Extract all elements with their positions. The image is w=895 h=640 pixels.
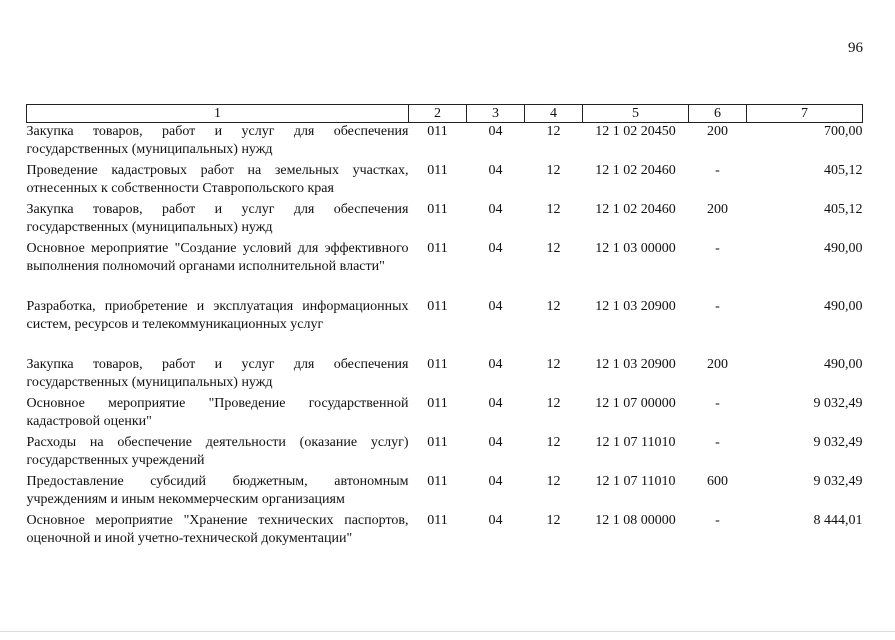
- column-header: 2: [409, 105, 467, 123]
- row-expense-type: -: [715, 513, 720, 528]
- row-expense-type: -: [715, 163, 720, 178]
- row-subsection-code: 12: [546, 357, 561, 372]
- column-header: 1: [27, 105, 409, 123]
- row-section-code: 04: [488, 241, 503, 256]
- row-expense-type: 200: [707, 202, 728, 217]
- row-ministry-code: 011: [427, 124, 448, 139]
- table-row: [27, 298, 863, 356]
- row-subsection-code: 12: [546, 513, 561, 528]
- column-header: 3: [467, 105, 525, 123]
- row-section-code: 04: [488, 299, 503, 314]
- column-header: 4: [525, 105, 583, 123]
- row-amount: 9 032,49: [813, 435, 863, 450]
- table-row: [27, 356, 863, 395]
- row-target-article: 12 1 07 11010: [595, 474, 676, 489]
- row-ministry-code: 011: [427, 513, 448, 528]
- row-section-code: 04: [488, 513, 503, 528]
- row-subsection-code: 12: [546, 435, 561, 450]
- table-row: [27, 512, 863, 551]
- row-description: Закупка товаров, работ и услуг для обеспечения государственных (муниципальных) нужд: [26, 202, 409, 235]
- row-subsection-code: 12: [546, 299, 561, 314]
- row-expense-type: 200: [707, 124, 728, 139]
- row-section-code: 04: [488, 396, 503, 411]
- row-amount: 9 032,49: [813, 396, 863, 411]
- row-subsection-code: 12: [546, 241, 561, 256]
- table-row: [27, 201, 863, 240]
- row-expense-type: -: [715, 396, 720, 411]
- row-section-code: 04: [488, 202, 503, 217]
- page-number: 96: [848, 40, 863, 56]
- table-body: [27, 123, 863, 552]
- row-description: Закупка товаров, работ и услуг для обеспечения государственных (муниципальных) нужд: [26, 357, 409, 390]
- row-amount: 490,00: [824, 241, 863, 256]
- row-description: Основное мероприятие "Создание условий для эффективного выполнения полномочий органами исполнительной власти": [26, 241, 409, 274]
- row-expense-type: -: [715, 299, 720, 314]
- row-target-article: 12 1 07 11010: [595, 435, 676, 450]
- row-section-code: 04: [488, 474, 503, 489]
- row-description: Проведение кадастровых работ на земельных участках, отнесенных к собственности Ставропольского края: [26, 163, 409, 196]
- table-header-row: [27, 105, 863, 123]
- row-subsection-code: 12: [546, 396, 561, 411]
- row-section-code: 04: [488, 435, 503, 450]
- row-amount: 490,00: [824, 299, 863, 314]
- row-expense-type: 600: [707, 474, 728, 489]
- row-expense-type: -: [715, 435, 720, 450]
- row-ministry-code: 011: [427, 163, 448, 178]
- row-expense-type: 200: [707, 357, 728, 372]
- column-header: 5: [583, 105, 689, 123]
- row-subsection-code: 12: [546, 202, 561, 217]
- row-ministry-code: 011: [427, 202, 448, 217]
- row-target-article: 12 1 03 00000: [595, 241, 676, 256]
- scan-edge-line: [0, 631, 895, 632]
- row-description: Основное мероприятие "Хранение технических паспортов, оценочной и иной учетно-технической документации": [26, 513, 409, 546]
- row-ministry-code: 011: [427, 299, 448, 314]
- row-description: Расходы на обеспечение деятельности (оказание услуг) государственных учреждений: [26, 435, 409, 468]
- row-section-code: 04: [488, 124, 503, 139]
- table-row: [27, 473, 863, 512]
- table-row: [27, 162, 863, 201]
- row-target-article: 12 1 02 20460: [595, 202, 676, 217]
- row-expense-type: -: [715, 241, 720, 256]
- row-target-article: 12 1 03 20900: [595, 357, 676, 372]
- table-row: [27, 434, 863, 473]
- table-row: [27, 240, 863, 298]
- row-subsection-code: 12: [546, 163, 561, 178]
- row-amount: 9 032,49: [813, 474, 863, 489]
- row-description: Предоставление субсидий бюджетным, автономным учреждениям и иным некоммерческим организациям: [26, 474, 409, 507]
- row-amount: 490,00: [824, 357, 863, 372]
- row-amount: 405,12: [824, 202, 863, 217]
- row-section-code: 04: [488, 357, 503, 372]
- column-header: 7: [747, 105, 863, 123]
- table-row: [27, 123, 863, 163]
- row-target-article: 12 1 03 20900: [595, 299, 676, 314]
- row-ministry-code: 011: [427, 474, 448, 489]
- table-row: [27, 395, 863, 434]
- budget-table: [26, 104, 863, 551]
- column-header: 6: [689, 105, 747, 123]
- row-subsection-code: 12: [546, 124, 561, 139]
- row-description: Основное мероприятие "Проведение государственной кадастровой оценки": [26, 396, 409, 429]
- row-description: Разработка, приобретение и эксплуатация информационных систем, ресурсов и телекоммуникационных услуг: [26, 299, 409, 332]
- row-target-article: 12 1 02 20460: [595, 163, 676, 178]
- row-target-article: 12 1 02 20450: [595, 124, 676, 139]
- row-section-code: 04: [488, 163, 503, 178]
- row-ministry-code: 011: [427, 241, 448, 256]
- row-ministry-code: 011: [427, 357, 448, 372]
- row-target-article: 12 1 07 00000: [595, 396, 676, 411]
- row-ministry-code: 011: [427, 435, 448, 450]
- row-amount: 8 444,01: [813, 513, 863, 528]
- row-target-article: 12 1 08 00000: [595, 513, 676, 528]
- row-description: Закупка товаров, работ и услуг для обеспечения государственных (муниципальных) нужд: [26, 124, 409, 157]
- row-subsection-code: 12: [546, 474, 561, 489]
- row-ministry-code: 011: [427, 396, 448, 411]
- row-amount: 405,12: [824, 163, 863, 178]
- row-amount: 700,00: [824, 124, 863, 139]
